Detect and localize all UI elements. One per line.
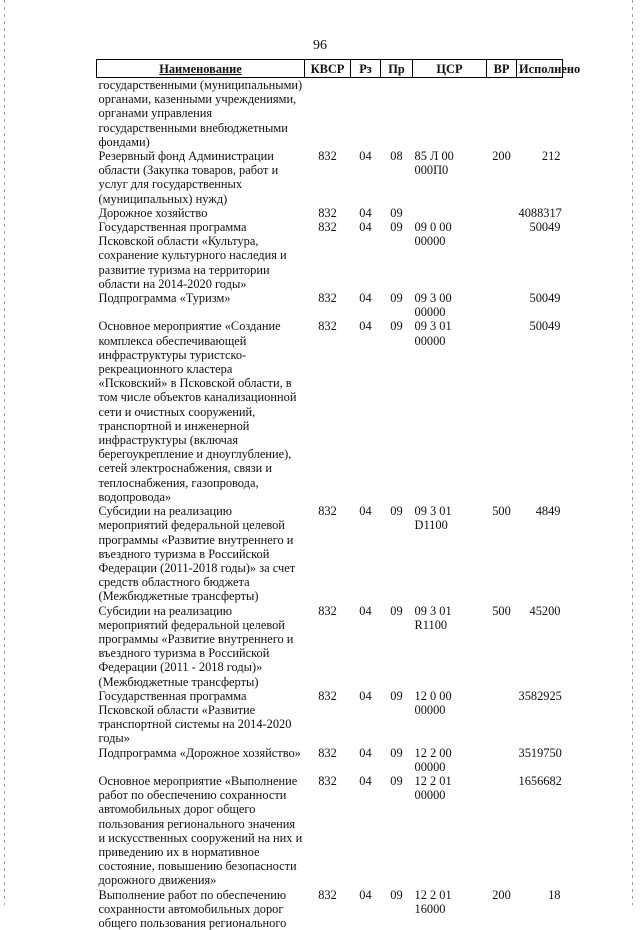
- cell-name: Субсидии на реализацию мероприятий федеральной целевой программы «Развитие внутреннего и въездного туризма в Российской Федерации (2011-2018 годы)» за счет средств областного бюджета (Межбюджетные трансферты): [97, 504, 305, 603]
- cell-kvsr: 832: [305, 746, 351, 774]
- cell-done: 212: [517, 149, 563, 206]
- cell-vr: 200: [487, 888, 517, 930]
- cell-name: Подпрограмма «Дорожное хозяйство»: [97, 746, 305, 774]
- cell-rz: 04: [351, 319, 381, 504]
- table-row: [97, 78, 563, 150]
- cell-pr: 09: [381, 604, 413, 689]
- cell-vr: [487, 291, 517, 319]
- cell-csr: 12 2 01 00000: [413, 774, 487, 888]
- cell-vr: [487, 774, 517, 888]
- cell-kvsr: 832: [305, 604, 351, 689]
- cell-name: Подпрограмма «Туризм»: [97, 291, 305, 319]
- cell-kvsr: 832: [305, 888, 351, 930]
- cell-csr: 12 0 00 00000: [413, 689, 487, 746]
- cell-kvsr: 832: [305, 319, 351, 504]
- cell-done: 50049: [517, 291, 563, 319]
- table-row: [97, 746, 563, 774]
- cell-done: 4849: [517, 504, 563, 603]
- cell-done: [517, 78, 563, 150]
- table-row: [97, 689, 563, 746]
- cell-name: Субсидии на реализацию мероприятий федеральной целевой программы «Развитие внутреннего и въездного туризма в Российской Федерации (2011 - 2018 годы)» (Межбюджетные трансферты): [97, 604, 305, 689]
- cell-done: 4088317: [517, 206, 563, 220]
- cell-csr: 12 2 01 16000: [413, 888, 487, 930]
- cell-csr: 85 Л 00 000П0: [413, 149, 487, 206]
- column-header-csr: ЦСР: [413, 60, 487, 78]
- cell-rz: 04: [351, 291, 381, 319]
- cell-pr: 09: [381, 220, 413, 291]
- cell-rz: 04: [351, 746, 381, 774]
- cell-done: 50049: [517, 319, 563, 504]
- cell-name: государственными (муниципальными) органами, казенными учреждениями, органами управления государственными внебюджетными фондами): [97, 78, 305, 150]
- column-header-name: Наименование: [97, 60, 305, 78]
- table-body: [97, 78, 563, 930]
- column-header-vr: ВР: [487, 60, 517, 78]
- cell-name: Основное мероприятие «Выполнение работ по обеспечению сохранности автомобильных дорог общего пользования регионального значения и искусственных сооружений на них и приведению их в нормативное состояние, повышению безопасности дорожного движения»: [97, 774, 305, 888]
- column-header-kvsr: КВСР: [305, 60, 351, 78]
- table-row: [97, 888, 563, 930]
- cell-pr: 09: [381, 774, 413, 888]
- cell-kvsr: 832: [305, 206, 351, 220]
- cell-pr: 09: [381, 319, 413, 504]
- cell-rz: [351, 78, 381, 150]
- cell-rz: 04: [351, 689, 381, 746]
- scan-edge-left: [4, 0, 5, 905]
- cell-csr: [413, 206, 487, 220]
- cell-kvsr: 832: [305, 220, 351, 291]
- cell-vr: [487, 746, 517, 774]
- cell-done: 45200: [517, 604, 563, 689]
- cell-vr: [487, 78, 517, 150]
- cell-pr: 09: [381, 689, 413, 746]
- cell-pr: 09: [381, 206, 413, 220]
- cell-rz: 04: [351, 774, 381, 888]
- cell-vr: 200: [487, 149, 517, 206]
- cell-pr: 09: [381, 291, 413, 319]
- table-header: [97, 60, 563, 78]
- cell-pr: 09: [381, 746, 413, 774]
- cell-vr: [487, 689, 517, 746]
- cell-done: 1656682: [517, 774, 563, 888]
- cell-done: 3582925: [517, 689, 563, 746]
- cell-pr: [381, 78, 413, 150]
- cell-rz: 04: [351, 888, 381, 930]
- page-number: 96: [0, 38, 640, 54]
- cell-pr: 09: [381, 888, 413, 930]
- cell-csr: [413, 78, 487, 150]
- cell-kvsr: [305, 78, 351, 150]
- cell-name: Государственная программа Псковской области «Развитие транспортной системы на 2014-2020 годы»: [97, 689, 305, 746]
- table-row: [97, 291, 563, 319]
- cell-pr: 09: [381, 504, 413, 603]
- table-row: [97, 206, 563, 220]
- cell-kvsr: 832: [305, 774, 351, 888]
- cell-kvsr: 832: [305, 291, 351, 319]
- cell-name: Выполнение работ по обеспечению сохранности автомобильных дорог общего пользования регионального: [97, 888, 305, 930]
- column-header-pr: Пр: [381, 60, 413, 78]
- cell-csr: 12 2 00 00000: [413, 746, 487, 774]
- table-row: [97, 220, 563, 291]
- cell-name: Дорожное хозяйство: [97, 206, 305, 220]
- cell-vr: [487, 319, 517, 504]
- cell-csr: 09 3 01 00000: [413, 319, 487, 504]
- column-header-rz: Рз: [351, 60, 381, 78]
- budget-table: [96, 59, 563, 930]
- cell-vr: [487, 220, 517, 291]
- table-row: [97, 774, 563, 888]
- table-row: [97, 504, 563, 603]
- cell-csr: 09 3 01 R1100: [413, 604, 487, 689]
- cell-name: Основное мероприятие «Создание комплекса обеспечивающей инфраструктуры туристско-рекреационного кластера «Псковский» в Псковской области, в том числе объектов канализационной сети и очистных сооружений, транспортной и инженерной инфраструктуры (включая берегоукрепление и дноуглубление), сетей электроснабжения, связи и теплоснабжения, газопровода, водопровода»: [97, 319, 305, 504]
- cell-vr: 500: [487, 604, 517, 689]
- cell-done: 3519750: [517, 746, 563, 774]
- cell-pr: 08: [381, 149, 413, 206]
- cell-rz: 04: [351, 504, 381, 603]
- cell-done: 18: [517, 888, 563, 930]
- table-row: [97, 604, 563, 689]
- header-row: [97, 60, 563, 78]
- cell-csr: 09 3 00 00000: [413, 291, 487, 319]
- cell-name: Резервный фонд Администрации области (Закупка товаров, работ и услуг для государственных (муниципальных) нужд): [97, 149, 305, 206]
- cell-csr: 09 3 01 D1100: [413, 504, 487, 603]
- cell-name: Государственная программа Псковской области «Культура, сохранение культурного наследия и развитие туризма на территории области на 2014-2020 годы»: [97, 220, 305, 291]
- cell-kvsr: 832: [305, 504, 351, 603]
- cell-kvsr: 832: [305, 689, 351, 746]
- cell-kvsr: 832: [305, 149, 351, 206]
- cell-rz: 04: [351, 604, 381, 689]
- cell-vr: 500: [487, 504, 517, 603]
- cell-csr: 09 0 00 00000: [413, 220, 487, 291]
- cell-vr: [487, 206, 517, 220]
- scan-edge-right: [632, 0, 633, 905]
- table-row: [97, 319, 563, 504]
- cell-done: 50049: [517, 220, 563, 291]
- column-header-done: Исполнено: [517, 60, 563, 78]
- table-row: [97, 149, 563, 206]
- cell-rz: 04: [351, 149, 381, 206]
- cell-rz: 04: [351, 206, 381, 220]
- cell-rz: 04: [351, 220, 381, 291]
